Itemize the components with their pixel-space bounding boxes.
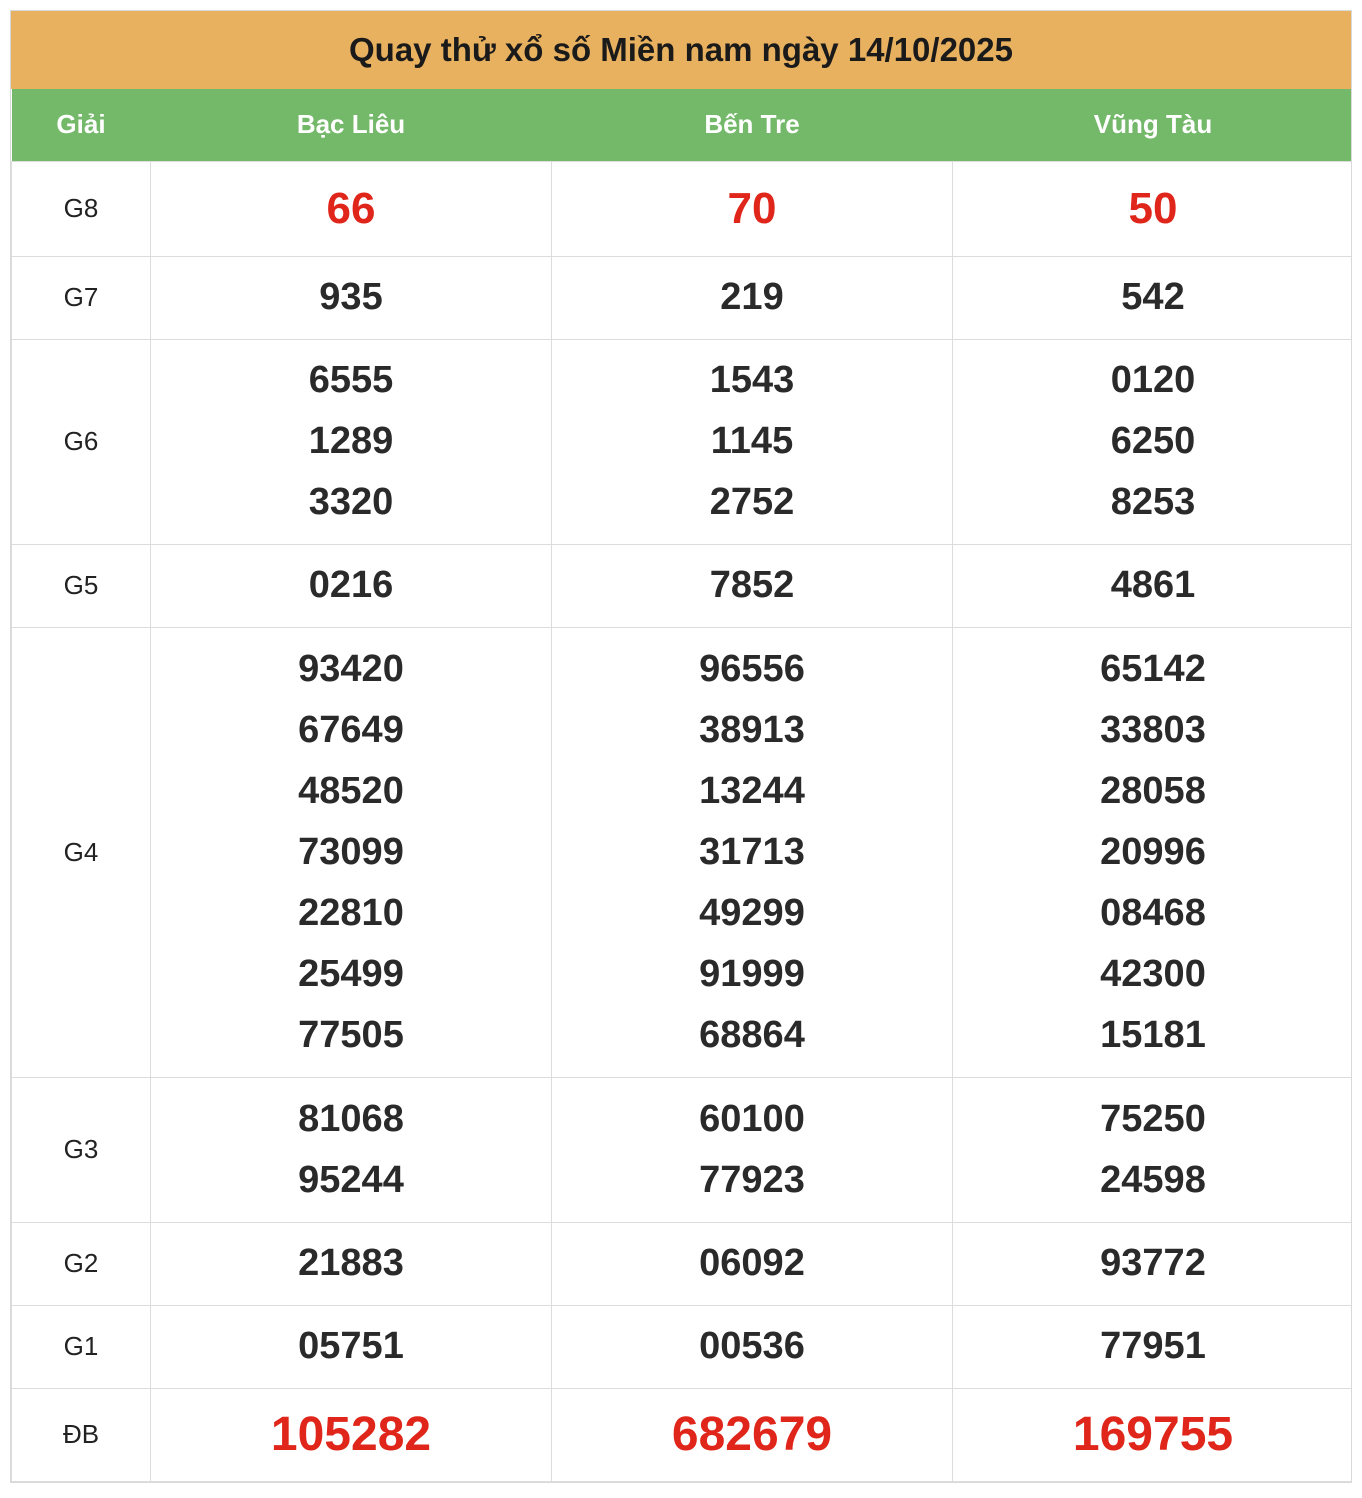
result-number: 06092 (699, 1242, 805, 1284)
result-cell-ben-tre (552, 161, 953, 256)
result-number: 70 (727, 184, 777, 233)
result-cell-vung-tau (953, 1388, 1353, 1481)
result-cell-ben-tre (552, 256, 953, 339)
result-number: 7852 (709, 564, 795, 606)
result-cell-ben-tre (552, 544, 953, 627)
result-cell-bac-lieu (151, 1077, 552, 1222)
column-header-ben-tre: Bến Tre (704, 109, 800, 140)
result-number: 25499 (298, 952, 404, 995)
result-number: 28058 (1100, 769, 1206, 812)
result-cell-ben-tre (552, 1077, 953, 1222)
table-row (12, 339, 1353, 544)
result-cell-bac-lieu (151, 1388, 552, 1481)
result-cell-ben-tre (552, 1388, 953, 1481)
result-number: 169755 (1072, 1407, 1234, 1461)
result-number: 38913 (699, 708, 805, 751)
prize-label: ĐB (12, 1388, 151, 1481)
result-number: 31713 (699, 830, 805, 873)
result-number: 67649 (298, 708, 404, 751)
result-number: 542 (1121, 276, 1185, 318)
result-number: 2752 (709, 481, 795, 523)
prize-label: G7 (12, 256, 151, 339)
result-number: 24598 (1100, 1158, 1206, 1201)
table-row (12, 1305, 1353, 1388)
table-row (12, 1077, 1353, 1222)
column-header-prize: Giải (56, 109, 106, 140)
result-cell-vung-tau (953, 627, 1353, 1077)
result-cell-bac-lieu (151, 161, 552, 256)
result-cell-vung-tau (953, 161, 1353, 256)
column-header-vung-tau: Vũng Tàu (1093, 109, 1213, 140)
prize-label: G3 (12, 1077, 151, 1222)
result-number: 4861 (1110, 564, 1196, 606)
result-number: 6250 (1110, 420, 1196, 462)
table-row (12, 256, 1353, 339)
prize-label: G4 (12, 627, 151, 1077)
result-number: 21883 (298, 1242, 404, 1284)
result-cell-bac-lieu (151, 256, 552, 339)
result-cell-ben-tre (552, 1305, 953, 1388)
table-header-row (12, 89, 1353, 161)
result-number: 73099 (298, 830, 404, 873)
result-cell-bac-lieu (151, 339, 552, 544)
table-row (12, 1388, 1353, 1481)
result-number: 75250 (1100, 1097, 1206, 1140)
result-cell-vung-tau (953, 339, 1353, 544)
result-number: 68864 (699, 1013, 805, 1056)
result-number: 33803 (1100, 708, 1206, 751)
result-cell-ben-tre (552, 339, 953, 544)
result-number: 935 (319, 276, 383, 318)
result-number: 05751 (298, 1325, 404, 1367)
result-number: 91999 (699, 952, 805, 995)
result-number: 77951 (1100, 1325, 1206, 1367)
prize-label: G1 (12, 1305, 151, 1388)
prize-label: G8 (12, 161, 151, 256)
result-number: 682679 (671, 1407, 833, 1461)
result-number: 48520 (298, 769, 404, 812)
result-number: 66 (326, 184, 376, 233)
result-number: 49299 (699, 891, 805, 934)
prize-label: G6 (12, 339, 151, 544)
result-number: 1289 (308, 420, 394, 462)
prize-label: G2 (12, 1222, 151, 1305)
column-header-bac-lieu: Bạc Liêu (296, 109, 406, 140)
result-number: 0120 (1110, 359, 1196, 401)
results-table (11, 89, 1352, 1482)
result-number: 00536 (699, 1325, 805, 1367)
result-number: 77923 (699, 1158, 805, 1201)
result-cell-bac-lieu (151, 627, 552, 1077)
result-number: 15181 (1100, 1013, 1206, 1056)
result-number: 219 (720, 276, 784, 318)
result-number: 65142 (1100, 647, 1206, 690)
result-number: 77505 (298, 1013, 404, 1056)
result-number: 22810 (298, 891, 404, 934)
result-number: 93772 (1100, 1242, 1206, 1284)
result-cell-bac-lieu (151, 1222, 552, 1305)
result-cell-vung-tau (953, 1222, 1353, 1305)
result-cell-ben-tre (552, 1222, 953, 1305)
results-panel (10, 10, 1352, 1483)
result-cell-bac-lieu (151, 544, 552, 627)
result-number: 60100 (699, 1097, 805, 1140)
result-number: 93420 (298, 647, 404, 690)
result-number: 6555 (308, 359, 394, 401)
table-row (12, 161, 1353, 256)
result-cell-bac-lieu (151, 1305, 552, 1388)
result-number: 50 (1128, 184, 1178, 233)
result-number: 8253 (1110, 481, 1196, 523)
result-number: 81068 (298, 1097, 404, 1140)
result-number: 13244 (699, 769, 805, 812)
result-number: 95244 (298, 1158, 404, 1201)
page-title: Quay thử xổ số Miền nam ngày 14/10/2025 (11, 11, 1351, 89)
result-number: 20996 (1100, 830, 1206, 873)
results-body (12, 161, 1353, 1481)
result-number: 3320 (308, 481, 394, 523)
result-number: 08468 (1100, 891, 1206, 934)
table-row (12, 1222, 1353, 1305)
result-cell-ben-tre (552, 627, 953, 1077)
prize-label: G5 (12, 544, 151, 627)
result-number: 1145 (710, 420, 794, 462)
result-number: 1543 (709, 359, 795, 401)
result-cell-vung-tau (953, 1077, 1353, 1222)
result-number: 42300 (1100, 952, 1206, 995)
table-row (12, 544, 1353, 627)
result-number: 96556 (699, 647, 805, 690)
result-number: 105282 (270, 1407, 432, 1461)
table-row (12, 627, 1353, 1077)
result-cell-vung-tau (953, 544, 1353, 627)
result-cell-vung-tau (953, 256, 1353, 339)
result-cell-vung-tau (953, 1305, 1353, 1388)
result-number: 0216 (308, 564, 394, 606)
